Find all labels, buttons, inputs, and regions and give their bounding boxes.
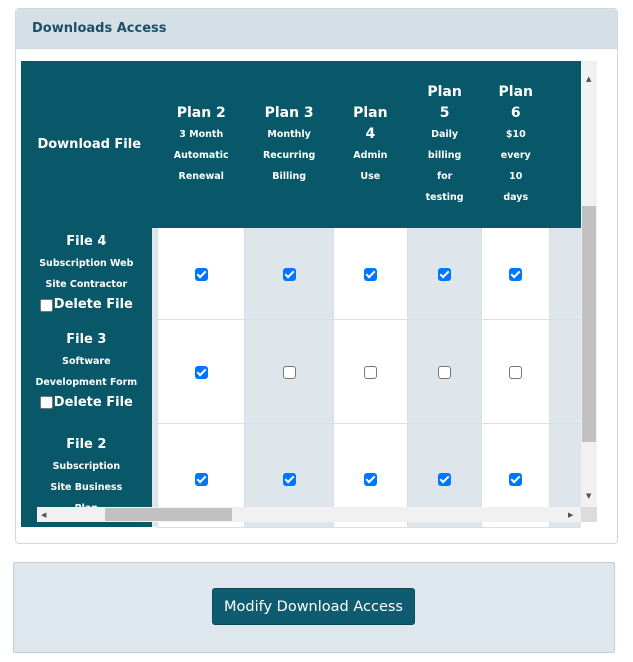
plan-description: Admin Use bbox=[353, 149, 388, 182]
access-checkbox-unchecked[interactable] bbox=[438, 366, 451, 379]
access-checkbox-unchecked[interactable] bbox=[509, 366, 522, 379]
plan-header bbox=[333, 61, 407, 228]
access-checkbox-checked[interactable] bbox=[509, 473, 522, 486]
plan-header bbox=[482, 61, 550, 228]
corner-header: Download File bbox=[21, 61, 158, 228]
table-row bbox=[21, 228, 581, 319]
access-checkbox-checked[interactable] bbox=[509, 268, 522, 281]
access-cell bbox=[245, 319, 333, 423]
footer-panel bbox=[13, 562, 615, 653]
access-cell bbox=[407, 319, 481, 423]
plan-header bbox=[407, 61, 481, 228]
scroll-down-arrow-icon[interactable]: ▼ bbox=[586, 492, 592, 500]
access-cell bbox=[158, 319, 245, 423]
table-row bbox=[21, 319, 581, 423]
modify-download-access-button[interactable]: Modify Download Access bbox=[212, 588, 415, 625]
file-description: Software Development Form bbox=[35, 355, 138, 388]
plan-name: Plan 6 bbox=[498, 83, 534, 121]
access-checkbox-checked[interactable] bbox=[438, 268, 451, 281]
file-name: File 2 bbox=[66, 437, 107, 452]
plan-description: 3 Month Automatic Renewal bbox=[173, 128, 229, 182]
delete-file-label: Delete File bbox=[53, 297, 133, 313]
file-description: Subscription Web Site Contractor bbox=[39, 258, 134, 291]
plan-name: Plan 3 bbox=[264, 104, 314, 121]
plan-description: Monthly Recurring Billing bbox=[262, 128, 316, 182]
file-header bbox=[21, 319, 152, 423]
vertical-scroll-thumb[interactable] bbox=[582, 206, 596, 442]
table-header-row bbox=[21, 61, 581, 228]
access-checkbox-checked[interactable] bbox=[364, 473, 377, 486]
plan-name: Plan 2 bbox=[176, 104, 226, 121]
access-checkbox-checked[interactable] bbox=[195, 473, 208, 486]
delete-file-checkbox[interactable] bbox=[40, 393, 133, 413]
file-description: Subscription Site Business bbox=[50, 461, 123, 493]
file-name: File 4 bbox=[66, 234, 107, 250]
horizontal-scrollbar[interactable] bbox=[37, 507, 581, 522]
access-checkbox-unchecked[interactable] bbox=[283, 366, 296, 379]
scroll-left-arrow-icon[interactable]: ◀ bbox=[41, 511, 47, 519]
access-checkbox-checked[interactable] bbox=[195, 268, 208, 281]
panel-header bbox=[16, 9, 617, 49]
access-checkbox-unchecked[interactable] bbox=[364, 366, 377, 379]
access-checkbox-checked[interactable] bbox=[283, 268, 296, 281]
vertical-scrollbar[interactable] bbox=[581, 61, 597, 507]
plan-header bbox=[158, 61, 245, 228]
delete-file-checkbox[interactable] bbox=[40, 295, 133, 315]
access-checkbox-checked[interactable] bbox=[283, 473, 296, 486]
horizontal-scroll-thumb[interactable] bbox=[105, 508, 232, 521]
file-header bbox=[21, 228, 152, 319]
access-cell bbox=[482, 228, 550, 319]
scroll-right-arrow-icon[interactable]: ▶ bbox=[568, 511, 574, 519]
plan-description: $10 every 10 days bbox=[500, 128, 531, 203]
access-checkbox-checked[interactable] bbox=[364, 268, 377, 281]
delete-file-label: Delete File bbox=[53, 394, 133, 410]
plan-header-overflow bbox=[550, 61, 581, 228]
download-access-table bbox=[21, 61, 581, 528]
scrollbar-corner bbox=[581, 507, 597, 522]
plan-description: Daily billing for testing bbox=[425, 128, 464, 203]
access-cell bbox=[333, 228, 407, 319]
checkbox-unchecked-icon[interactable] bbox=[40, 299, 53, 312]
access-cell-overflow bbox=[550, 319, 581, 423]
access-cell bbox=[482, 319, 550, 423]
checkbox-unchecked-icon[interactable] bbox=[40, 396, 53, 409]
panel-title: Downloads Access bbox=[32, 21, 167, 36]
access-cell bbox=[245, 228, 333, 319]
access-cell bbox=[407, 228, 481, 319]
plan-name: Plan 4 bbox=[353, 104, 388, 142]
access-cell bbox=[158, 228, 245, 319]
access-cell bbox=[333, 319, 407, 423]
access-cell-overflow bbox=[550, 228, 581, 319]
file-name: File 3 bbox=[66, 331, 107, 347]
plan-name: Plan 5 bbox=[427, 83, 462, 121]
plan-header bbox=[245, 61, 333, 228]
access-checkbox-checked[interactable] bbox=[438, 473, 451, 486]
access-table-scroll-area[interactable] bbox=[21, 61, 581, 498]
scroll-up-arrow-icon[interactable]: ▲ bbox=[586, 75, 592, 83]
access-checkbox-checked[interactable] bbox=[195, 366, 208, 379]
